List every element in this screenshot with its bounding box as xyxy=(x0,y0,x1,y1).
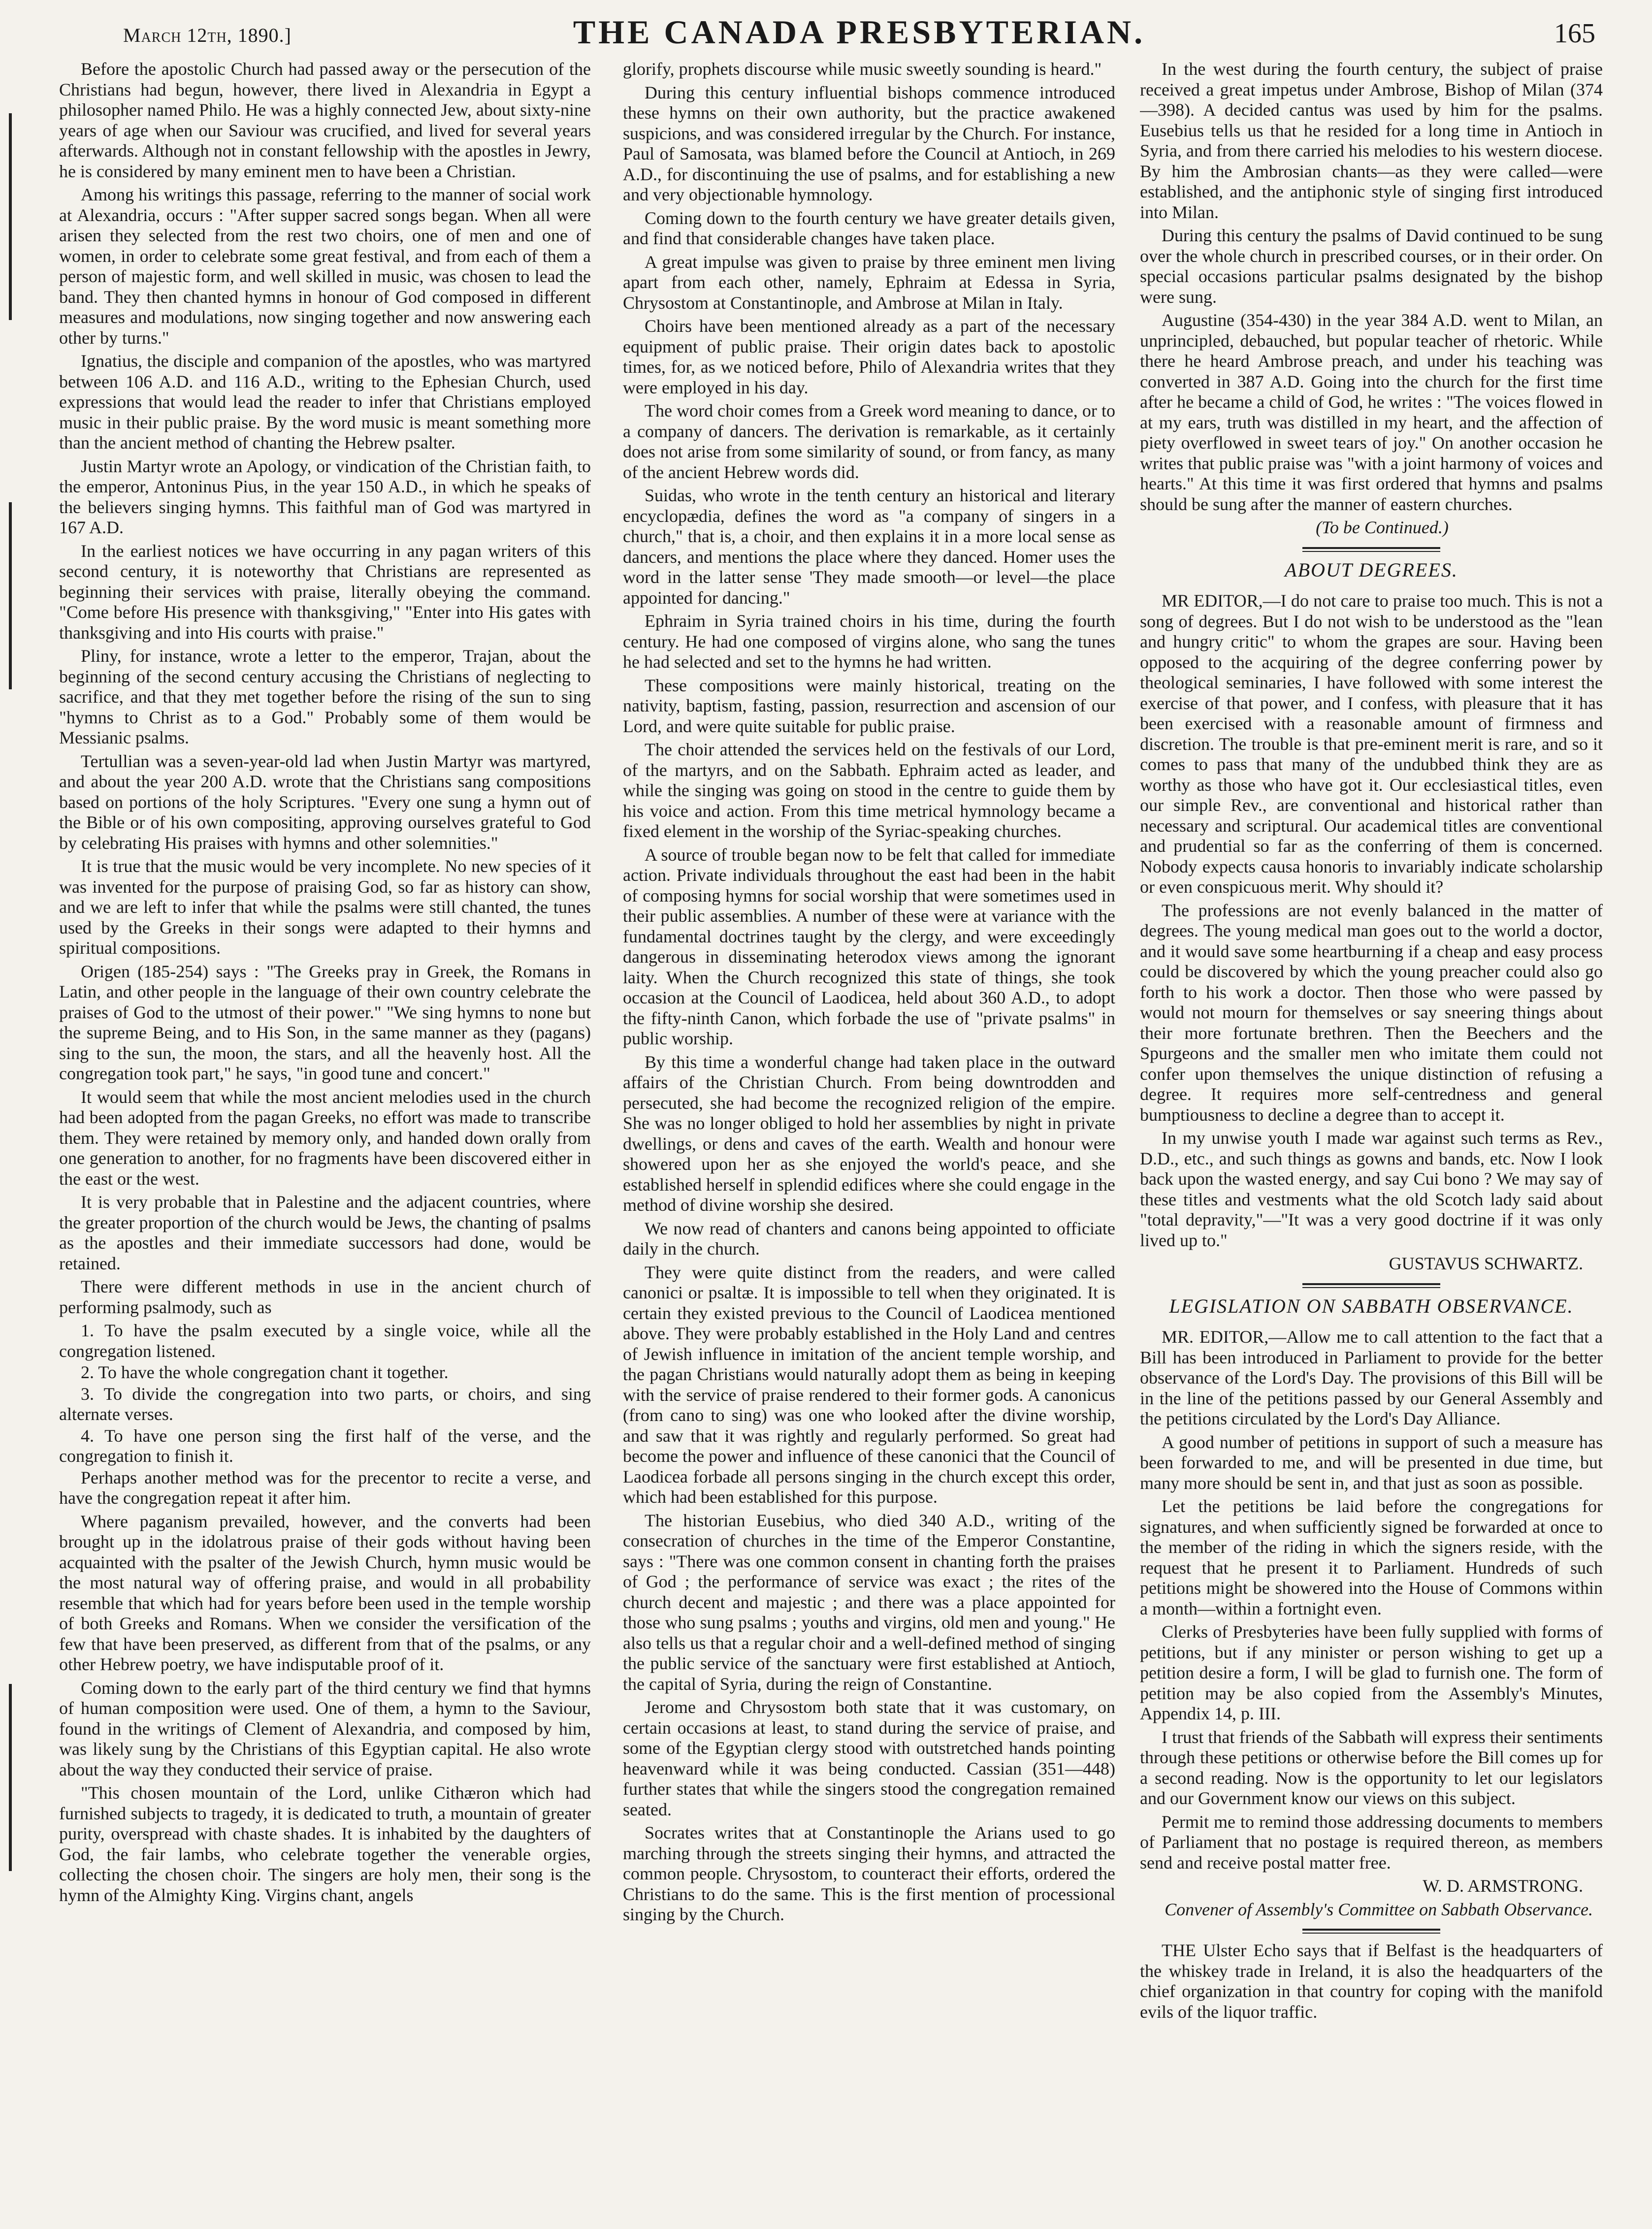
paragraph: Augustine (354-430) in the year 384 A.D. went to Milan, an unprincipled, debauched, but popular teacher of rhetoric. While there he heard Ambrose preach, and under his teaching was converted in 387 A.D. Going into the church for the first time after he became a child of God, he writes : "The voices flowed in at my ears, truth was distilled in my heart, and the affection of piety overflowed in sweet tears of joy." On another occasion he writes that public praise was "with a joint harmony of voices and hearts." At this time it was first ordered that hymns and psalms should be sung after the manner of eastern churches. xyxy=(1140,310,1603,514)
paragraph: The word choir comes from a Greek word meaning to dance, or to a company of dancers. The derivation is remarkable, as it certainly does not arise from some similarity of sound, or from fancy, as many of the ancient Hebrew words did. xyxy=(623,401,1115,482)
author-title: Convener of Assembly's Committee on Sabbath Observance. xyxy=(1165,1899,1593,1919)
paragraph: Where paganism prevailed, however, and the converts had been brought up in the idolatrous praise of their gods without having been acquainted with the psalter of the Jewish Church, hymn music would be the most natural way of offering praise, and would in all probability resemble that which had for years before been used in the temple worship of both Greeks and Romans. When we consider the versification of the few that have been preserved, as different from that of the psalms, or any other Hebrew poetry, we have indisputable proof of it. xyxy=(59,1511,591,1674)
paragraph: Pliny, for instance, wrote a letter to the emperor, Trajan, about the beginning of the second century accusing the Christians of neglecting to sacrifice, and that they met together before the rising of the sun to sing "hymns to Christ as to a God." Probably some of them would be Messianic psalms. xyxy=(59,646,591,747)
list-item: 2. To have the whole congregation chant it together. xyxy=(81,1362,449,1382)
paragraph: Ephraim in Syria trained choirs in his time, during the fourth century. He had one composed of virgins alone, who sang the tunes he had selected and set to the hymns he had written. xyxy=(623,611,1115,672)
column-3 xyxy=(1140,59,1603,2216)
paragraph: It would seem that while the most ancient melodies used in the church had been adopted from the pagan Greeks, no effort was made to transcribe them. They were retained by memory only, and handed down orally from one generation to another, for no fragments have been discovered either in the east or the west. xyxy=(59,1087,591,1189)
paragraph: Coming down to the fourth century we have greater details given, and find that considerable changes have taken place. xyxy=(623,208,1115,248)
paragraph: Justin Martyr wrote an Apology, or vindication of the Christian faith, to the emperor, Antoninus Pius, in the year 150 A.D., in which he speaks of the believers singing hymns. This faithful man of God was martyred in 167 A.D. xyxy=(59,456,591,537)
newspaper-title: THE CANADA PRESBYTERIAN. xyxy=(573,13,1146,51)
paragraph: In the west during the fourth century, the subject of praise received a great impetus under Ambrose, Bishop of Milan (374—398). A decided cantus was used by him for the psalms. Eusebius tells us that he resided for a long time in Antioch in Syria, and from there carried his melodies to his western diocese. By him the Ambrosian chants—as they were called—were established, and the antiphonic style of singing first introduced into Milan. xyxy=(1140,59,1603,222)
paragraph: These compositions were mainly historical, treating on the nativity, baptism, fasting, passion, resurrection and ascension of our Lord, and were quite suitable for public praise. xyxy=(623,675,1115,736)
paragraph: Suidas, who wrote in the tenth century an historical and literary encyclopædia, defines the word as "a company of singers in a church," that is, a choir, and then explains it in a more local sense as dancers, and mentions the place where they danced. Homer uses the word in the latter sense 'They made smooth—or level—the place appointed for dancing." xyxy=(623,485,1115,608)
paragraph: It is very probable that in Palestine and the adjacent countries, where the greater proportion of the church would be Jews, the chanting of psalms as the apostles and their immediate successors had done, would be retained. xyxy=(59,1192,591,1273)
paragraph: The professions are not evenly balanced in the matter of degrees. The young medical man goes out to the world a doctor, and it would save some heartburning if a cheap and easy process could be discovered by which the young preacher could also go forth to his work a doctor. Then those who were passed by would not mourn for themselves or say sneering things about their more fortunate brethren. Then the Beechers and the Spurgeons and the smaller men who imitate them could not confer upon themselves the unique distinction of refusing a degree. It requires more self-centredness and general bumptiousness to decline a degree than to accept it. xyxy=(1140,900,1603,1125)
paragraph: Coming down to the early part of the third century we find that hymns of human composition were used. One of them, a hymn to the Saviour, found in the writings of Clement of Alexandria, and composed by him, was likely sung by the Christians of this Egyptian capital. He also wrote about the way they conducted their service of praise. xyxy=(59,1678,591,1779)
paragraph: A great impulse was given to praise by three eminent men living apart from each other, namely, Ephraim at Edessa in Syria, Chrysostom at Constantinople, and Ambrose at Milan in Italy. xyxy=(623,252,1115,313)
paragraph: A good number of petitions in support of such a measure has been forwarded to me, and will be presented in due time, but many more should be sent in, and that just as soon as possible. xyxy=(1140,1432,1603,1493)
continued-note: (To be Continued.) xyxy=(1316,517,1449,537)
paragraph: Socrates writes that at Constantinople the Arians used to go marching through the streets singing their hymns, and attracted the common people. Chrysostom, to counteract their efforts, ordered the Christians to do the same. This is the first mention of processional singing by the Church. xyxy=(623,1823,1115,1924)
masthead xyxy=(123,9,1595,53)
list-item: 1. To have the psalm executed by a single voice, while all the congregation listened. xyxy=(59,1321,591,1361)
page-number: 165 xyxy=(1554,18,1595,49)
paragraph: It is true that the music would be very incomplete. No new species of it was invented for the purpose of praising God, so far as history can show, and we are left to infer that while the psalms were still chanted, the tunes used by the Greeks in their songs were adapted to their hymns and spiritual compositions. xyxy=(59,856,591,958)
section-divider xyxy=(1302,1929,1440,1934)
paragraph: By this time a wonderful change had taken place in the outward affairs of the Christian Church. From being downtrodden and persecuted, she had become the recognized religion of the empire. She was no longer obliged to hold her assemblies by night in private dwellings, or dens and caves of the earth. Wealth and honour were showered upon her as she enjoyed the world's peace, and she established herself in splendid edifices where she could engage in the method of divine worship she desired. xyxy=(623,1052,1115,1215)
margin-mark xyxy=(9,1684,12,1871)
paragraph: Choirs have been mentioned already as a part of the necessary equipment of public praise. Their origin dates back to apostolic times, for, as we noticed before, Philo of Alexandria writes that they were employed in his day. xyxy=(623,316,1115,397)
psalmody-methods-list xyxy=(59,1321,591,1467)
paragraph: The choir attended the services held on the festivals of our Lord, of the martyrs, and on the Sabbath. Ephraim acted as leader, and while the singing was going on stood in the centre to guide them by his voice and action. From this time metrical hymnology became a fixed element in the worship of the Syriac-speaking churches. xyxy=(623,740,1115,841)
column-2 xyxy=(623,59,1115,2216)
paragraph: Origen (185-254) says : "The Greeks pray in Greek, the Romans in Latin, and other people in the language of their own country celebrate the praises of God to the utmost of their power." "We sing hymns to none but the supreme Being, and to His Son, in the same manner as they (pagans) sing to the sun, the moon, the stars, and all the heavenly host. All the congregation took part," he says, "in good tune and concert." xyxy=(59,961,591,1083)
paragraph: MR. EDITOR,—Allow me to call attention to the fact that a Bill has been introduced in Parliament to provide for the better observance of the Lord's Day. The provisions of this Bill will be in the line of the petitions passed by our General Assembly and the petitions circulated by the Lord's Day Alliance. xyxy=(1140,1327,1603,1428)
paragraph: Let the petitions be laid before the congregations for signatures, and when sufficiently signed be forwarded at once to the member of the riding in which the signers reside, with the request that he present it to Parliament. Hundreds of such petitions might be showered into the House of Commons within a month—within a fortnight even. xyxy=(1140,1496,1603,1618)
paragraph: "This chosen mountain of the Lord, unlike Cithæron which had furnished subjects to tragedy, it is dedicated to truth, a mountain of greater purity, overspread with chaste shades. It is inhabited by the daughters of God, the fair lambs, who celebrate together the venerable orgies, collecting the chosen choir. The singers are holy men, their song is the hymn of the Almighty King. Virgins chant, angels xyxy=(59,1783,591,1905)
paragraph: MR EDITOR,—I do not care to praise too much. This is not a song of degrees. But I do not wish to be understood as the "lean and hungry critic" to whom the grapes are sour. Having been opposed to the acquiring of the degree conferring power by theological seminaries, I have followed with some interest the exercise of that power, and I confess, with pleasure that it has been exercised with a reasonable amount of firmness and discretion. The trouble is that pre-eminent merit is rare, and so it comes to pass that many of the undubbed think they are as worthy as those who have got it. Our ecclesiastical titles, even our simple Rev., are conventional and historical rather than necessary and scriptural. Our academical titles are conventional and prudential so far as the conferring of them is concerned. Nobody expects causa honoris to invariably indicate scholarship or even conspicuous merit. Why should it? xyxy=(1140,591,1603,897)
paragraph: Ignatius, the disciple and companion of the apostles, who was martyred between 106 A.D. and 116 A.D., writing to the Ephesian Church, used expressions that would lead the reader to infer that Christians employed music in their public praise. By the word music is meant something more than the ancient method of chanting the Hebrew psalter. xyxy=(59,351,591,452)
paragraph: Jerome and Chrysostom both state that it was customary, on certain occasions at least, to stand during the service of praise, and some of the Egyptian clergy stood with outstretched hands pointing heavenward while it was being conducted. Cassian (351—448) further states that while the singers stood the congregation remained seated. xyxy=(623,1697,1115,1819)
paragraph: There were different methods in use in the ancient church of performing psalmody, such as xyxy=(59,1277,591,1317)
author-signature: W. D. ARMSTRONG. xyxy=(1423,1876,1583,1896)
paragraph: I trust that friends of the Sabbath will express their sentiments through these petitions or otherwise before the Bill comes up for a second reading. Now is the opportunity to let our legislators and our Government know our views on this subject. xyxy=(1140,1727,1603,1808)
paragraph: Permit me to remind those addressing documents to members of Parliament that no postage is required thereon, as members send and receive postal matter free. xyxy=(1140,1811,1603,1873)
paragraph: We now read of chanters and canons being appointed to officiate daily in the church. xyxy=(623,1218,1115,1259)
paragraph: During this century the psalms of David continued to be sung over the whole church in prescribed courses, or in their order. On special occasions particular psalms designated by the bishop were sung. xyxy=(1140,226,1603,307)
paragraph: During this century influential bishops commence introduced these hymns on their own authority, but the practice awakened suspicions, and was considered irregular by the Church. For instance, Paul of Samosata, was blamed before the Council at Antioch, in 269 A.D., for discontinuing the use of psalms, and for establishing a new and very objectionable hymnology. xyxy=(623,82,1115,204)
section-divider xyxy=(1302,547,1440,552)
margin-mark xyxy=(9,502,12,689)
paragraph: Clerks of Presbyteries have been fully supplied with forms of petitions, but if any minister or person wishing to get up a petition desire a form, I will be glad to furnish one. The form of petition may be also copied from the Assembly's Minutes, Appendix 14, p. III. xyxy=(1140,1622,1603,1723)
paragraph: THE Ulster Echo says that if Belfast is the headquarters of the whiskey trade in Ireland, it is also the headquarters of the chief organization in that country for coping with the manifold evils of the liquor traffic. xyxy=(1140,1940,1603,2022)
list-item: 4. To have one person sing the first half of the verse, and the congregation to finish it. xyxy=(59,1425,591,1466)
article-heading-degrees: ABOUT DEGREES. xyxy=(1285,558,1458,581)
paragraph: They were quite distinct from the readers, and were called canonici or psaltæ. It is impossible to tell when they originated. It is certain they existed previous to the Council of Laodicea mentioned above. They were probably established in the Holy Land and centres of Jewish influence in imitation of the ancient temple worship, and the pagan Christians would naturally adopt them as being in keeping with the service of praise rendered to their former gods. A canonicus (from cano to sing) was one who looked after the divine worship, and saw that it was rightly and regularly performed. So great had become the power and influence of these canonici that the Council of Laodicea forbade all persons singing in the church except this order, which had been established for this purpose. xyxy=(623,1262,1115,1507)
paragraph: The historian Eusebius, who died 340 A.D., writing of the consecration of churches in the time of the Emperor Constantine, says : "There was one common consent in chanting forth the praises of God ; the performance of service was exact ; the rites of the church decent and majestic ; and there was a place appointed for those who sung psalms ; youths and virgins, old men and young." He also tells us that a regular choir and a well-defined method of singing the public service of the sanctuary were first established at Antioch, the capital of Syria, during the reign of Constantine. xyxy=(623,1510,1115,1694)
paragraph: glorify, prophets discourse while music sweetly sounding is heard." xyxy=(623,59,1102,79)
paragraph: Perhaps another method was for the precentor to recite a verse, and have the congregation repeat it after him. xyxy=(59,1467,591,1508)
list-item: 3. To divide the congregation into two parts, or choirs, and sing alternate verses. xyxy=(59,1384,591,1424)
author-signature: GUSTAVUS SCHWARTZ. xyxy=(1389,1254,1583,1273)
paragraph: In the earliest notices we have occurring in any pagan writers of this second century, it is noteworthy that Christians are represented as beginning their services with praise, literally obeying the command. "Come before His presence with thanksgiving," "Enter into His gates with thanksgiving and into His courts with praise." xyxy=(59,541,591,643)
section-divider xyxy=(1302,1283,1440,1288)
column-1 xyxy=(59,59,591,2216)
issue-date: March 12th, 1890.] xyxy=(123,24,292,46)
paragraph: Before the apostolic Church had passed away or the persecution of the Christians had begun, however, there lived in Alexandria in Egypt a philosopher named Philo. He was a highly connected Jew, about sixty-nine years of age when our Saviour was crucified, and lived for several years afterwards. Although not in constant fellowship with the apostles in Jewry, he is considered by many eminent men to have been a Christian. xyxy=(59,59,591,181)
paragraph: Among his writings this passage, referring to the manner of social work at Alexandria, occurs : "After supper sacred songs began. When all were arisen they selected from the rest two choirs, one of men and one of women, in order to celebrate some great festival, and from each of them a person of majestic form, and well skilled in music, was chosen to lead the band. They then chanted hymns in honour of God composed in different measures and modulations, now singing together and now answering each other by turns." xyxy=(59,185,591,348)
paragraph: Tertullian was a seven-year-old lad when Justin Martyr was martyred, and about the year 200 A.D. wrote that the Christians sang compositions based on portions of the holy Scriptures. "Every one sung a hymn out of the Bible or of his own compositing, approving ourselves grateful to God by celebrating His praises with hymns and other solemnities." xyxy=(59,751,591,853)
paragraph: A source of trouble began now to be felt that called for immediate action. Private individuals throughout the east had been in the habit of composing hymns for social worship that were sometimes used in their public assemblies. A number of these were at variance with the fundamental doctrines taught by the clergy, and were exceedingly dangerous in disseminating heterodox views among the ignorant laity. When the Church recognized this state of things, she took occasion at the Council of Laodicea, held about 360 A.D., to adopt the fifty-ninth Canon, which forbade the use of "private psalms" in public worship. xyxy=(623,844,1115,1048)
article-heading-sabbath: LEGISLATION ON SABBATH OBSERVANCE. xyxy=(1169,1294,1574,1317)
paragraph: In my unwise youth I made war against such terms as Rev., D.D., etc., and such things as gowns and bands, etc. Now I look back upon the wasted energy, and say Cui bono ? We may say of these titles and vestments what the old Scotch lady said about "total depravity,"—"It was a very good doctrine if it was only lived up to." xyxy=(1140,1128,1603,1250)
margin-mark xyxy=(9,113,12,320)
